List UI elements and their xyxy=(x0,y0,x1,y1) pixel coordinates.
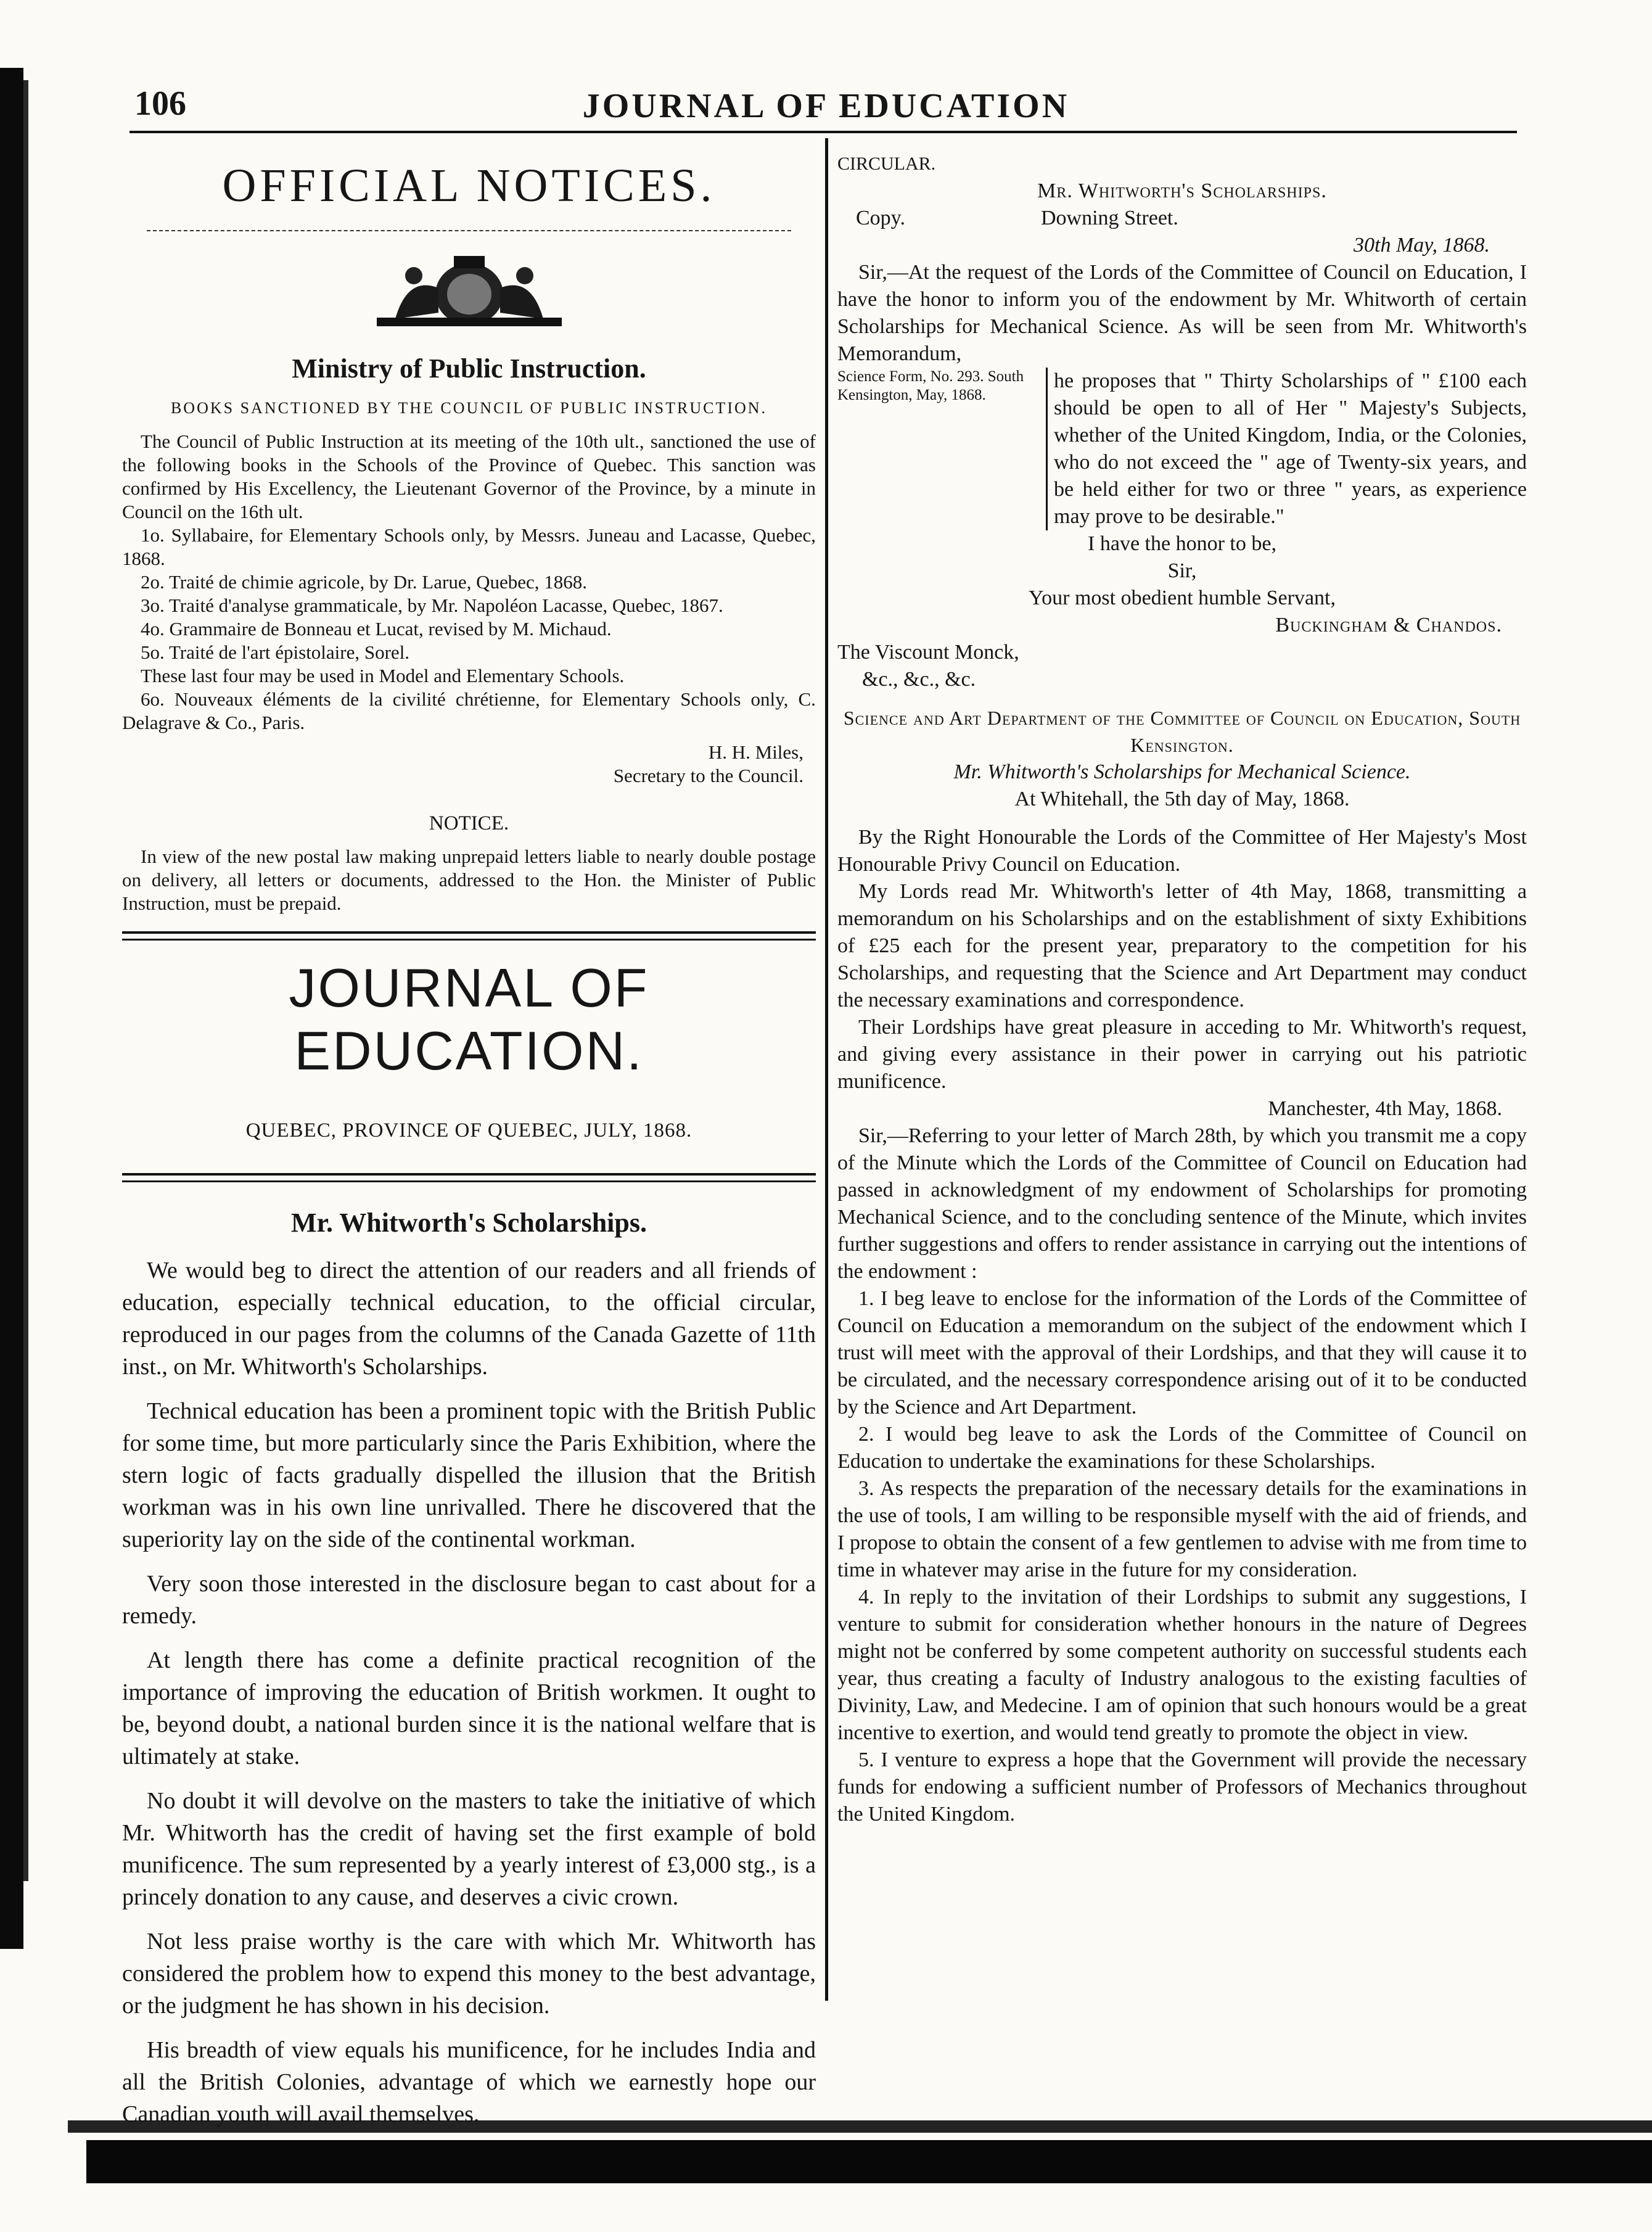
minute-paragraph: My Lords read Mr. Whitworth's letter of 4th May, 1868, transmitting a memorandum on his Scholarships and on the establishment of sixty Exhibitions of £25 each for the present year, preparatory to the competition for his Scholarships, and requesting that the Science and Art Department may conduct the necessary examinations and correspondence. xyxy=(837,880,1527,1011)
book-item: 2o. Traité de chimie agricole, by Dr. Larue, Quebec, 1868. xyxy=(141,571,587,593)
signature-title: Secretary to the Council. xyxy=(613,765,803,786)
scan-edge-left xyxy=(0,68,23,1949)
scan-edge-bottom xyxy=(86,2140,1652,2183)
article-paragraph: Very soon those interested in the disclosure began to cast about for a remedy. xyxy=(122,1571,816,1629)
memorandum-quote: he proposes that " Thirty Scholarships of " £100 each should be open to all of Her " Majesty's Subjects, whether of the United Kingdom, India, or the Colonies, who do not exceed the " age of Twenty-six years, and be held either for two or three " years, as experience may prove to be desirable." xyxy=(1054,369,1527,528)
book-item: 4o. Grammaire de Bonneau et Lucat, revised by M. Michaud. xyxy=(141,618,612,640)
royal-crest-icon xyxy=(122,251,816,334)
page-number: 106 xyxy=(134,84,186,123)
official-notices-heading: OFFICIAL NOTICES. xyxy=(222,160,716,212)
signature-name: H. H. Miles, xyxy=(708,741,803,763)
closing-sir: Sir, xyxy=(1167,559,1197,582)
notice-text: In view of the new postal law making unprepaid letters liable to nearly double postage on delivery, all letters or documents, addressed to the Hon. the Minister of Public Instruction, must be prepaid. xyxy=(122,846,816,914)
book-item: 5o. Traité de l'art épistolaire, Sorel. xyxy=(141,641,410,663)
article-paragraph: No doubt it will devolve on the masters to take the initiative of which Mr. Whitworth has the credit of having set the first example of bold munificence. The sum represented by a yearly interest of £3,000 stg., is a princely donation to any cause, and deserves a civic crown. xyxy=(122,1788,816,1910)
copy-place: Downing Street. xyxy=(1041,207,1178,229)
notice-heading: NOTICE. xyxy=(429,812,509,834)
article-paragraph: Technical education has been a prominent topic with the British Public for some time, but more particularly since the Paris Exhibition, where the stern logic of facts gradually dispelled the illusion that the British workman was in his own line unrivalled. There he discovered that the superiority lay on the side of the continental workman. xyxy=(122,1398,816,1552)
column-rule xyxy=(825,138,828,2001)
closing-servant: Your most obedient humble Servant, xyxy=(1028,587,1336,609)
running-title: JOURNAL OF EDUCATION xyxy=(582,87,1070,125)
closing-signature: Buckingham & Chandos. xyxy=(1275,614,1502,636)
copy-date: 30th May, 1868. xyxy=(1354,234,1490,257)
circular-label: CIRCULAR. xyxy=(837,154,936,174)
book-item: 3o. Traité d'analyse grammaticale, by Mr. Napoléon Lacasse, Quebec, 1867. xyxy=(141,595,723,616)
letter-paragraph: 2. I would beg leave to ask the Lords of the Committee of Council on Education to undertake the examinations for these Scholarships. xyxy=(837,1423,1527,1473)
article-paragraph: We would beg to direct the attention of our readers and all friends of education, especially technical education, to the official circular, reproduced in our pages from the columns of the Canada Gazette of 11th inst., on Mr. Whitworth's Scholarships. xyxy=(122,1258,816,1380)
left-column xyxy=(122,150,816,2143)
letter-paragraph: 5. I venture to express a hope that the Government will provide the necessary funds for endowing a sufficient number of Professors of Mechanics throughout the United Kingdom. xyxy=(837,1748,1527,1826)
books-sanctioned-heading: BOOKS SANCTIONED BY THE COUNCIL OF PUBLIC INSTRUCTION. xyxy=(170,399,768,417)
department-heading: Science and Art Department of the Committee of Council on Education, South Kensington. xyxy=(843,707,1521,756)
copy-line xyxy=(837,205,1527,232)
form-reference: Science Form, No. 293. South Kensington, May, 1868. xyxy=(837,368,1048,530)
article-paragraph: Not less praise worthy is the care with which Mr. Whitworth has considered the problem how to expend this money to the best advantage, or the judgment he has shown in his decision. xyxy=(122,1929,816,2019)
dashed-rule xyxy=(147,230,791,231)
letter-paragraph: Sir,—Referring to your letter of March 28th, by which you transmit me a copy of the Minute which the Lords of the Committee of Council on Education had passed in acknowledgment of my endowment of Scholarships for promoting Mechanical Science, and to the concluding sentence of the Minute, which invites further suggestions and offers to render assistance in carrying out the intentions of the endowment : xyxy=(837,1124,1527,1283)
addressee-etc: &c., &c., &c. xyxy=(862,668,976,691)
closing-honor: I have the honor to be, xyxy=(1088,532,1276,555)
header-rule xyxy=(129,131,1517,133)
article-paragraph: At length there has come a definite practical recognition of the importance of improving the education of British workmen. It ought to be, beyond doubt, a national burden since it is the national welfare that is ultimately at stake. xyxy=(122,1647,816,1769)
letter-paragraph: 1. I beg leave to enclose for the information of the Lords of the Committee of Council on Education a memorandum on the subject of the endowment which I trust will meet with the approval of their Lordships, and that they will cause it to be circulated, and the necessary correspondence arising out of it to be conducted by the Science and Art Department. xyxy=(837,1287,1527,1419)
book-item: 6o. Nouveaux éléments de la civilité chrétienne, for Elementary Schools only, C. Delagrave & Co., Paris. xyxy=(122,688,816,733)
minute-paragraph: By the Right Honourable the Lords of the Committee of Her Majesty's Most Honourable Privy Council on Education. xyxy=(837,826,1527,876)
right-column xyxy=(837,150,1527,1828)
mechanical-science-heading: Mr. Whitworth's Scholarships for Mechanical Science. xyxy=(953,760,1411,783)
letter-paragraph: 3. As respects the preparation of the necessary details for the examinations in the use of tools, I am willing to be responsible myself with the aid of friends, and I propose to obtain the consent of a few gentlemen to advise with me from time to time in whatever may arise in the future for my consideration. xyxy=(837,1477,1527,1581)
dateline: QUEBEC, PROVINCE OF QUEBEC, JULY, 1868. xyxy=(245,1119,692,1142)
ministry-heading: Ministry of Public Instruction. xyxy=(292,353,646,384)
whitehall-line: At Whitehall, the 5th day of May, 1868. xyxy=(1014,788,1350,810)
council-paragraph: The Council of Public Instruction at its meeting of the 10th ult., sanctioned the use of the following books in the Schools of the Province of Quebec. This sanction was confirmed by His Excellency, the Lieutenant Governor of the Province, by a minute in Council on the 16th ult. xyxy=(122,430,816,522)
sir-paragraph: Sir,—At the request of the Lords of the Committee of Council on Education, I have the honor to inform you of the endowment by Mr. Whitworth of certain Scholarships for Mechanical Science. As will be seen from Mr. Whitworth's Memorandum, xyxy=(837,261,1527,365)
book-note: These last four may be used in Model and Elementary Schools. xyxy=(141,665,625,686)
minute-paragraph: Their Lordships have great pleasure in acceding to Mr. Whitworth's request, and giving every assistance in their power in carrying out his patriotic munificence. xyxy=(837,1016,1527,1093)
double-rule xyxy=(122,1173,816,1182)
copy-label: Copy. xyxy=(856,207,905,229)
circular-title: Mr. Whitworth's Scholarships. xyxy=(1037,179,1327,202)
scan-edge-left-inner xyxy=(23,80,28,1881)
memorandum-block xyxy=(837,368,1527,530)
manchester-dateline: Manchester, 4th May, 1868. xyxy=(1268,1097,1502,1120)
book-item: 1o. Syllabaire, for Elementary Schools only, by Messrs. Juneau and Lacasse, Quebec, 1868. xyxy=(122,524,816,569)
article-paragraph: His breadth of view equals his munificence, for he includes India and all the British Colonies, advantage of which we earnestly hope our Canadian youth will avail themselves. xyxy=(122,2037,816,2127)
double-rule xyxy=(122,931,816,941)
letter-paragraph: 4. In reply to the invitation of their Lordships to submit any suggestions, I venture to submit for consideration whether honours in the nature of Degrees might not be conferred by some competent authority on successful students each year, thus creating a faculty of Industry analogous to the existing faculties of Divinity, Law, and Medecine. I am of opinion that such honours would be a great incentive to exertion, and would tend greatly to promote the object in view. xyxy=(837,1586,1527,1744)
article-title: Mr. Whitworth's Scholarships. xyxy=(291,1208,647,1238)
addressee: The Viscount Monck, xyxy=(837,641,1019,664)
journal-title: JOURNAL OF EDUCATION. xyxy=(289,957,649,1081)
